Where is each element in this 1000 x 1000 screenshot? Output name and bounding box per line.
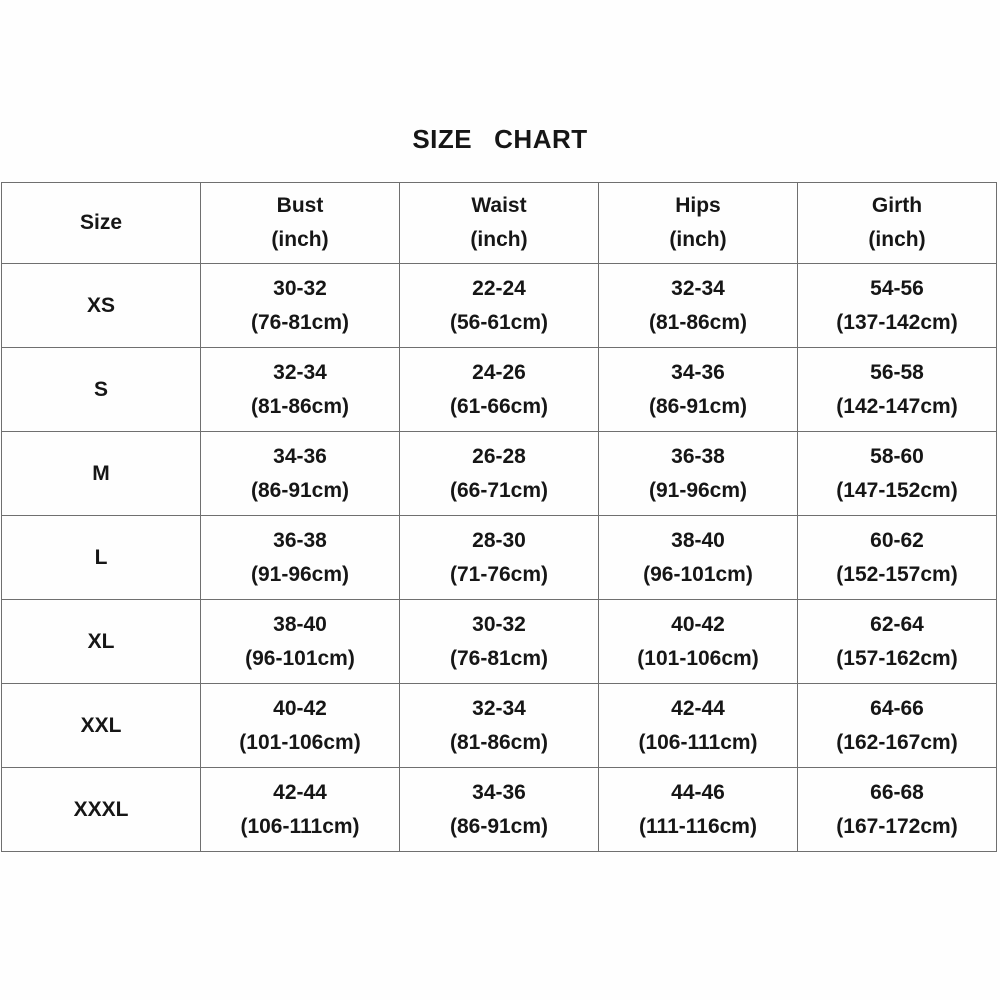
hips-inch-value: 38-40 (671, 528, 725, 552)
table-header-row (2, 183, 997, 264)
size-label: M (2, 432, 201, 516)
girth-inch-value: 54-56 (870, 276, 924, 300)
column-header-hips-label: Hips (675, 194, 721, 217)
column-header-girth-label: Girth (871, 194, 923, 217)
girth-inch-value: 60-62 (870, 528, 924, 552)
size-label: S (2, 348, 201, 432)
bust-cell (201, 432, 400, 516)
girth-cm-value: (142-147cm) (836, 394, 958, 418)
bust-inch-value: 34-36 (273, 444, 327, 468)
waist-cm-value: (86-91cm) (449, 814, 549, 838)
column-header-bust-label: Bust (276, 194, 324, 217)
hips-cm-value: (86-91cm) (648, 394, 748, 418)
waist-cm-value: (66-71cm) (449, 478, 549, 502)
hips-cm-value: (111-116cm) (639, 814, 757, 838)
table-row-xl (2, 600, 997, 684)
hips-inch-value: 44-46 (671, 780, 725, 804)
waist-cm-value: (81-86cm) (449, 730, 549, 754)
bust-cm-value: (81-86cm) (250, 394, 350, 418)
hips-cm-value: (91-96cm) (648, 478, 748, 502)
girth-cm-value: (137-142cm) (836, 310, 958, 334)
waist-inch-value: 24-26 (472, 360, 526, 384)
size-label: XL (2, 600, 201, 684)
waist-inch-value: 34-36 (472, 780, 526, 804)
waist-cm-value: (56-61cm) (449, 310, 549, 334)
hips-inch-value: 34-36 (671, 360, 725, 384)
hips-cell (599, 768, 798, 852)
table-row-s (2, 348, 997, 432)
girth-inch-value: 64-66 (870, 696, 924, 720)
hips-cell (599, 432, 798, 516)
hips-cell (599, 348, 798, 432)
waist-cm-value: (76-81cm) (449, 646, 549, 670)
girth-cm-value: (167-172cm) (836, 814, 958, 838)
waist-cell (400, 264, 599, 348)
girth-inch-value: 58-60 (870, 444, 924, 468)
bust-inch-value: 38-40 (273, 612, 327, 636)
column-header-girth (798, 183, 997, 264)
bust-inch-value: 32-34 (273, 360, 327, 384)
column-header-size (2, 183, 201, 264)
bust-inch-value: 40-42 (273, 696, 327, 720)
waist-inch-value: 22-24 (472, 276, 526, 300)
column-header-hips-unit: (inch) (669, 228, 727, 251)
hips-cm-value: (96-101cm) (643, 562, 753, 586)
hips-cell (599, 600, 798, 684)
girth-cm-value: (147-152cm) (836, 478, 958, 502)
hips-cell (599, 684, 798, 768)
size-chart-table (1, 182, 997, 852)
table-row-xxl (2, 684, 997, 768)
bust-cell (201, 600, 400, 684)
girth-cm-value: (152-157cm) (836, 562, 958, 586)
girth-cm-value: (162-167cm) (836, 730, 958, 754)
bust-cm-value: (96-101cm) (245, 646, 355, 670)
table-row-xxxl (2, 768, 997, 852)
girth-inch-value: 66-68 (870, 780, 924, 804)
size-label: XXL (2, 684, 201, 768)
waist-cell (400, 348, 599, 432)
hips-cm-value: (81-86cm) (648, 310, 748, 334)
waist-cm-value: (71-76cm) (449, 562, 549, 586)
column-header-waist-label: Waist (471, 194, 527, 217)
bust-inch-value: 42-44 (273, 780, 327, 804)
bust-cell (201, 264, 400, 348)
waist-inch-value: 28-30 (472, 528, 526, 552)
table-header (2, 183, 997, 264)
girth-cell (798, 432, 997, 516)
waist-cell (400, 768, 599, 852)
waist-cell (400, 516, 599, 600)
hips-cm-value: (101-106cm) (637, 646, 759, 670)
hips-cell (599, 516, 798, 600)
bust-cell (201, 348, 400, 432)
hips-inch-value: 36-38 (671, 444, 725, 468)
waist-cell (400, 432, 599, 516)
waist-inch-value: 30-32 (472, 612, 526, 636)
girth-cell (798, 684, 997, 768)
column-header-bust (201, 183, 400, 264)
girth-inch-value: 62-64 (870, 612, 924, 636)
column-header-waist-unit: (inch) (470, 228, 528, 251)
size-label: XS (2, 264, 201, 348)
hips-cell (599, 264, 798, 348)
girth-cell (798, 264, 997, 348)
waist-cm-value: (61-66cm) (449, 394, 549, 418)
waist-cell (400, 600, 599, 684)
column-header-waist (400, 183, 599, 264)
bust-inch-value: 30-32 (273, 276, 327, 300)
hips-inch-value: 40-42 (671, 612, 725, 636)
bust-cm-value: (101-106cm) (239, 730, 361, 754)
girth-cell (798, 348, 997, 432)
size-label: L (2, 516, 201, 600)
girth-cell (798, 516, 997, 600)
bust-cell (201, 768, 400, 852)
hips-cm-value: (106-111cm) (638, 730, 758, 754)
column-header-hips (599, 183, 798, 264)
table-row-m (2, 432, 997, 516)
page-title: SIZE CHART (412, 124, 588, 154)
size-label: XXXL (2, 768, 201, 852)
bust-cm-value: (106-111cm) (240, 814, 360, 838)
bust-cm-value: (86-91cm) (250, 478, 350, 502)
table-row-xs (2, 264, 997, 348)
bust-cell (201, 684, 400, 768)
bust-cm-value: (91-96cm) (250, 562, 350, 586)
hips-inch-value: 42-44 (671, 696, 725, 720)
girth-cell (798, 768, 997, 852)
table-body (2, 264, 997, 852)
girth-inch-value: 56-58 (870, 360, 924, 384)
girth-cm-value: (157-162cm) (836, 646, 958, 670)
bust-cell (201, 516, 400, 600)
girth-cell (798, 600, 997, 684)
table-row-l (2, 516, 997, 600)
waist-inch-value: 32-34 (472, 696, 526, 720)
bust-inch-value: 36-38 (273, 528, 327, 552)
bust-cm-value: (76-81cm) (250, 310, 350, 334)
column-header-size-label: Size (79, 211, 123, 234)
column-header-bust-unit: (inch) (271, 228, 329, 251)
waist-inch-value: 26-28 (472, 444, 526, 468)
hips-inch-value: 32-34 (671, 276, 725, 300)
waist-cell (400, 684, 599, 768)
column-header-girth-unit: (inch) (868, 228, 926, 251)
